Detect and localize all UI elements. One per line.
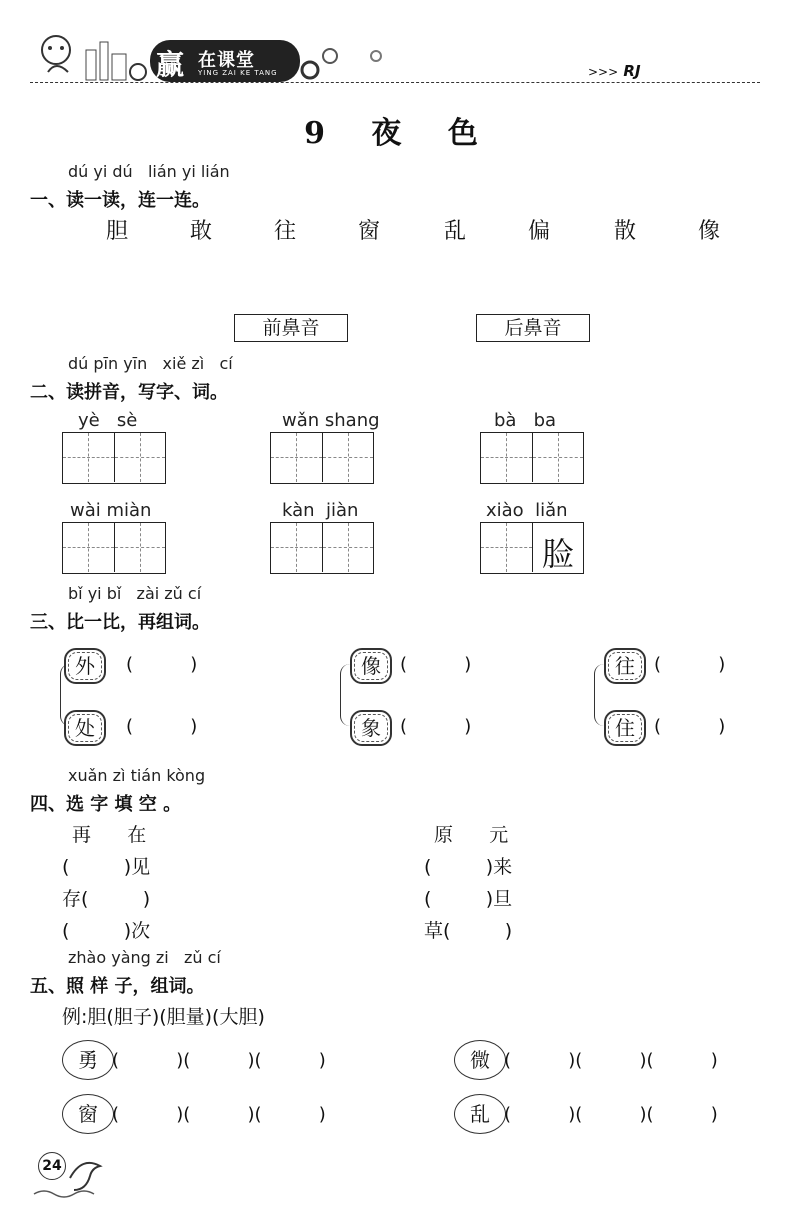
fill-item[interactable]: 存( ) [62, 888, 151, 910]
s3-heading: 三、比一比，再组词。 [30, 612, 210, 633]
s1-pinyin: dú yi dú lián yi lián [68, 162, 230, 181]
word-char: 乱 [454, 1094, 506, 1134]
char: 胆 [106, 219, 129, 244]
answer-blank[interactable]: ( ) [400, 716, 472, 737]
brand-text: 在课堂 [198, 50, 255, 71]
s2-heading: 二、读拼音，写字、词。 [30, 382, 228, 403]
char: 窗 [358, 219, 381, 244]
answer-blank[interactable]: ( ) [654, 654, 726, 675]
char: 敢 [190, 219, 213, 244]
answer-blank[interactable]: ( ) [126, 716, 198, 737]
word-char: 微 [454, 1040, 506, 1080]
writing-grid[interactable] [480, 432, 584, 484]
answer-blanks[interactable]: ( )( )( ) [112, 1104, 326, 1125]
s1-heading: 一、读一读，连一连。 [30, 190, 210, 211]
item-pinyin: wài miàn [70, 500, 152, 521]
char: 乱 [444, 219, 467, 244]
compare-char: 住 [604, 710, 646, 746]
fill-item[interactable]: ( )旦 [424, 888, 513, 910]
s2-pinyin: dú pīn yīn xiě zì cí [68, 354, 233, 373]
writing-grid[interactable] [480, 522, 584, 574]
compare-char: 象 [350, 710, 392, 746]
edition-label: >>> RJ [588, 62, 641, 80]
brand-char: 赢 [156, 48, 185, 81]
char: 像 [698, 219, 721, 244]
fill-item[interactable]: ( )次 [62, 920, 151, 942]
word-char: 窗 [62, 1094, 114, 1134]
item-pinyin: kàn jiàn [282, 500, 359, 521]
char: 往 [274, 219, 297, 244]
fill-item[interactable]: ( )见 [62, 856, 151, 878]
compare-char: 往 [604, 648, 646, 684]
char: 散 [614, 219, 637, 244]
circles-icon [300, 44, 390, 80]
back-nasal-box: 后鼻音 [476, 314, 590, 342]
left-choices: 再 在 [72, 824, 147, 846]
writing-grid[interactable] [62, 522, 166, 574]
brand-badge [150, 40, 300, 82]
grid-char: 脸 [541, 535, 574, 573]
fill-item[interactable]: 草( ) [424, 920, 513, 942]
answer-blank[interactable]: ( ) [654, 716, 726, 737]
answer-blank[interactable]: ( ) [400, 654, 472, 675]
item-pinyin: yè sè [78, 410, 138, 431]
compare-char: 处 [64, 710, 106, 746]
s4-pinyin: xuǎn zì tián kòng [68, 766, 206, 785]
page-number: 24 [38, 1152, 66, 1180]
answer-blanks[interactable]: ( )( )( ) [504, 1104, 718, 1125]
brand-pinyin: YING ZAI KE TANG [198, 69, 278, 77]
writing-grid[interactable] [270, 522, 374, 574]
fill-item[interactable]: ( )来 [424, 856, 513, 878]
s3-pinyin: bǐ yi bǐ zài zǔ cí [68, 584, 202, 603]
s5-heading: 五、照 样 子，组词。 [30, 976, 205, 997]
answer-blank[interactable]: ( ) [126, 654, 198, 675]
example-line: 例:胆(胆子)(胆量)(大胆) [62, 1006, 265, 1028]
item-pinyin: wǎn shang [282, 410, 380, 431]
writing-grid[interactable] [62, 432, 166, 484]
s4-heading: 四、选 字 填 空 。 [30, 794, 182, 815]
mascot-icon [28, 30, 148, 85]
writing-grid[interactable] [270, 432, 374, 484]
compare-char: 像 [350, 648, 392, 684]
header-divider [30, 82, 760, 83]
s5-pinyin: zhào yàng zi zǔ cí [68, 948, 221, 967]
char: 偏 [528, 219, 551, 244]
item-pinyin: bà ba [494, 410, 557, 431]
answer-blanks[interactable]: ( )( )( ) [112, 1050, 326, 1071]
right-choices: 原 元 [434, 824, 509, 846]
word-char: 勇 [62, 1040, 114, 1080]
compare-char: 外 [64, 648, 106, 684]
front-nasal-box: 前鼻音 [234, 314, 348, 342]
dolphin-icon [30, 1150, 110, 1200]
item-pinyin: xiào liǎn [486, 500, 568, 521]
answer-blanks[interactable]: ( )( )( ) [504, 1050, 718, 1071]
page-title: 9 夜 色 [304, 116, 496, 151]
